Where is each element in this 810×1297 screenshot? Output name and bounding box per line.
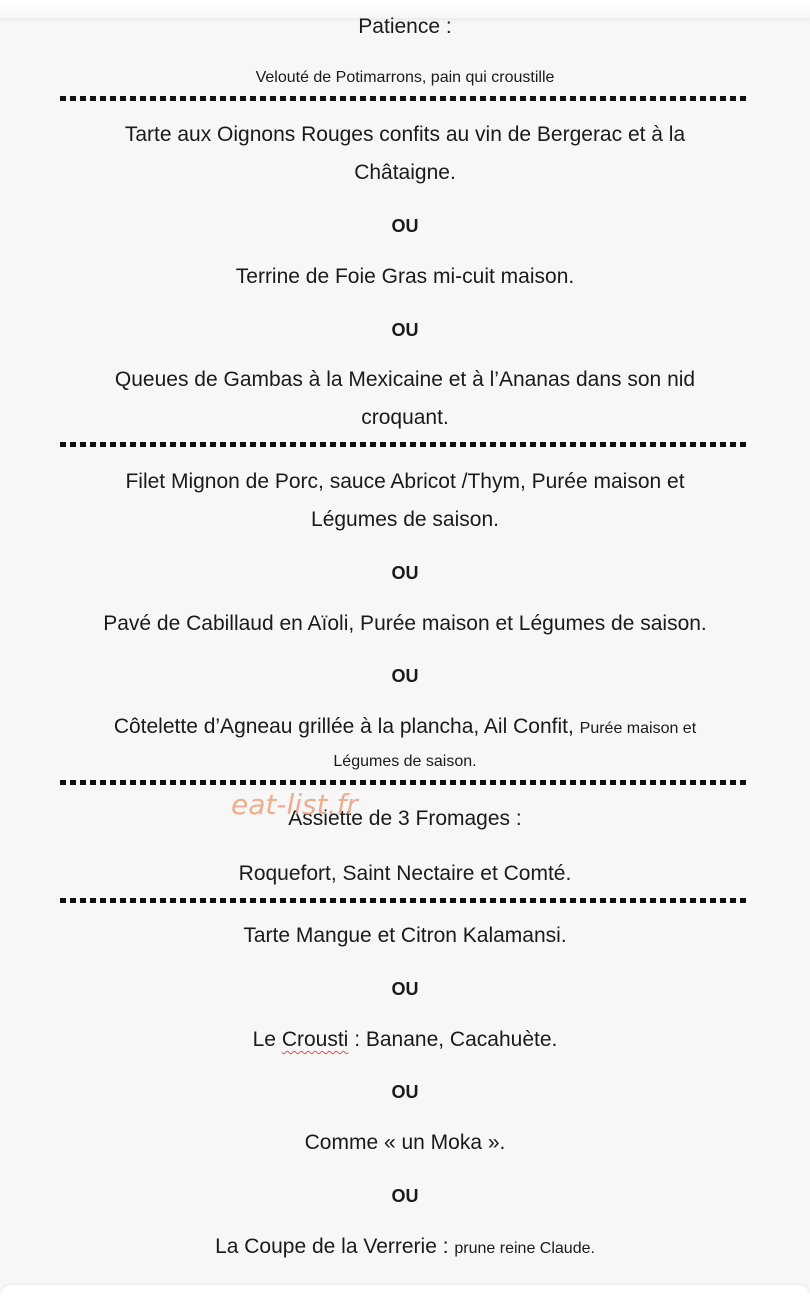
ou-separator: OU (391, 1186, 419, 1206)
fromages-list: Roquefort, Saint Nectaire et Comté. (238, 862, 572, 885)
fromages-title: Assiette de 3 Fromages : (288, 807, 522, 830)
dessert-4 (40, 1228, 770, 1268)
plat-3-small: Purée maison et (579, 720, 697, 737)
dessert-2-spellcheck-word: Crousti (281, 1028, 349, 1051)
dessert-4-small: prune reine Claude. (454, 1240, 595, 1257)
dessert-1: Tarte Mangue et Citron Kalamansi. (243, 924, 567, 947)
ou-separator: OU (391, 320, 419, 340)
plat-3-line2: Légumes de saison. (333, 753, 477, 770)
ou-separator: OU (391, 563, 419, 583)
dessert-4-main: La Coupe de la Verrerie : (215, 1235, 449, 1258)
patience-dish: Velouté de Potimarrons, pain qui croustille (255, 69, 555, 86)
plat-1-line2: Légumes de saison. (311, 508, 499, 531)
dessert-2 (40, 1021, 770, 1059)
dessert-2-rest: : Banane, Cacahuète. (348, 1028, 558, 1051)
section-divider (60, 780, 750, 785)
ou-separator: OU (391, 666, 419, 686)
section-divider (60, 442, 750, 447)
dessert-3: Comme « un Moka ». (304, 1131, 506, 1154)
entree-1-line2: Châtaigne. (354, 161, 456, 184)
entree-2: Terrine de Foie Gras mi-cuit maison. (235, 265, 575, 288)
section-divider (60, 96, 750, 101)
ou-separator: OU (391, 1082, 419, 1102)
plat-2: Pavé de Cabillaud en Aïoli, Purée maison et Légumes de saison. (103, 612, 707, 635)
bottom-sheet-edge (0, 1285, 810, 1297)
plat-1-line1: Filet Mignon de Porc, sauce Abricot /Thym, Purée maison et (125, 470, 685, 493)
ou-separator: OU (391, 979, 419, 999)
entree-1-line1: Tarte aux Oignons Rouges confits au vin de Bergerac et à la (124, 123, 686, 146)
patience-title: Patience : (358, 15, 452, 38)
entree-3-line2: croquant. (361, 406, 449, 429)
watermark-logo: eat-list.fr (231, 788, 358, 821)
dessert-2-word: Le (252, 1028, 276, 1051)
entree-3-line1: Queues de Gambas à la Mexicaine et à l’Ananas dans son nid (114, 368, 696, 391)
plat-3-main: Côtelette d’Agneau grillée à la plancha, Ail Confit, (113, 715, 574, 738)
section-divider (60, 898, 750, 903)
ou-separator: OU (391, 216, 419, 236)
plat-3-line1 (40, 708, 770, 748)
